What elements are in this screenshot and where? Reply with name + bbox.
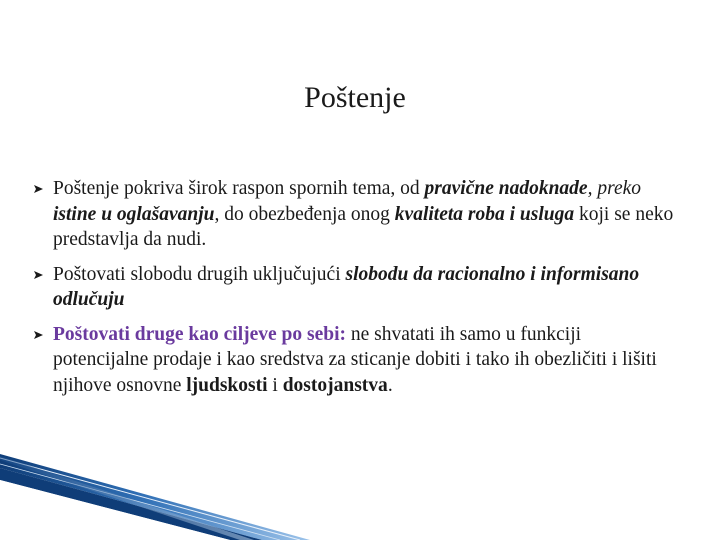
bullet-item — [34, 262, 674, 313]
slide-title-text: Poštenje — [304, 81, 406, 114]
bullet-item — [34, 176, 674, 253]
bullet-arrow-icon — [34, 271, 43, 279]
bold-segment: dostojanstva — [282, 374, 388, 396]
bullet-arrow-icon — [34, 331, 43, 339]
slide-title — [0, 78, 720, 118]
text-segment: . — [387, 374, 393, 396]
bullet-list — [34, 176, 674, 407]
accent-segment: Poštovati druge kao ciljeve po sebi: — [53, 323, 347, 345]
bullet-arrow-icon — [34, 185, 43, 193]
bullet-item — [34, 322, 674, 399]
text-segment: Poštovati slobodu drugih uključujući — [53, 263, 346, 285]
text-segment: , preko — [587, 178, 642, 199]
emphasis-segment: pravične nadoknade — [424, 178, 588, 199]
text-segment: , do obezbeđenja onog — [214, 203, 395, 225]
emphasis-segment: slobodu da racionalno i informisano odlučuju — [53, 263, 640, 310]
emphasis-segment: istine u oglašavanju — [53, 203, 215, 225]
text-segment: ne shvatati ih samo u funkciji potencijalne prodaje i kao sredstva za sticanje dobiti i tako ih obezličiti i lišiti njihove osnovne — [53, 323, 657, 396]
bullet-text — [53, 324, 657, 396]
text-segment: i — [267, 374, 283, 396]
bold-segment: ljudskosti — [186, 374, 268, 396]
decorative-wave-graphic — [0, 440, 720, 540]
text-segment: koji se neko predstavlja da nudi. — [53, 203, 674, 250]
emphasis-segment: kvaliteta roba i usluga — [394, 203, 575, 225]
text-segment: Poštenje pokriva širok raspon spornih tema, od — [53, 178, 425, 199]
bullet-text — [53, 178, 673, 250]
bullet-text — [53, 264, 639, 311]
